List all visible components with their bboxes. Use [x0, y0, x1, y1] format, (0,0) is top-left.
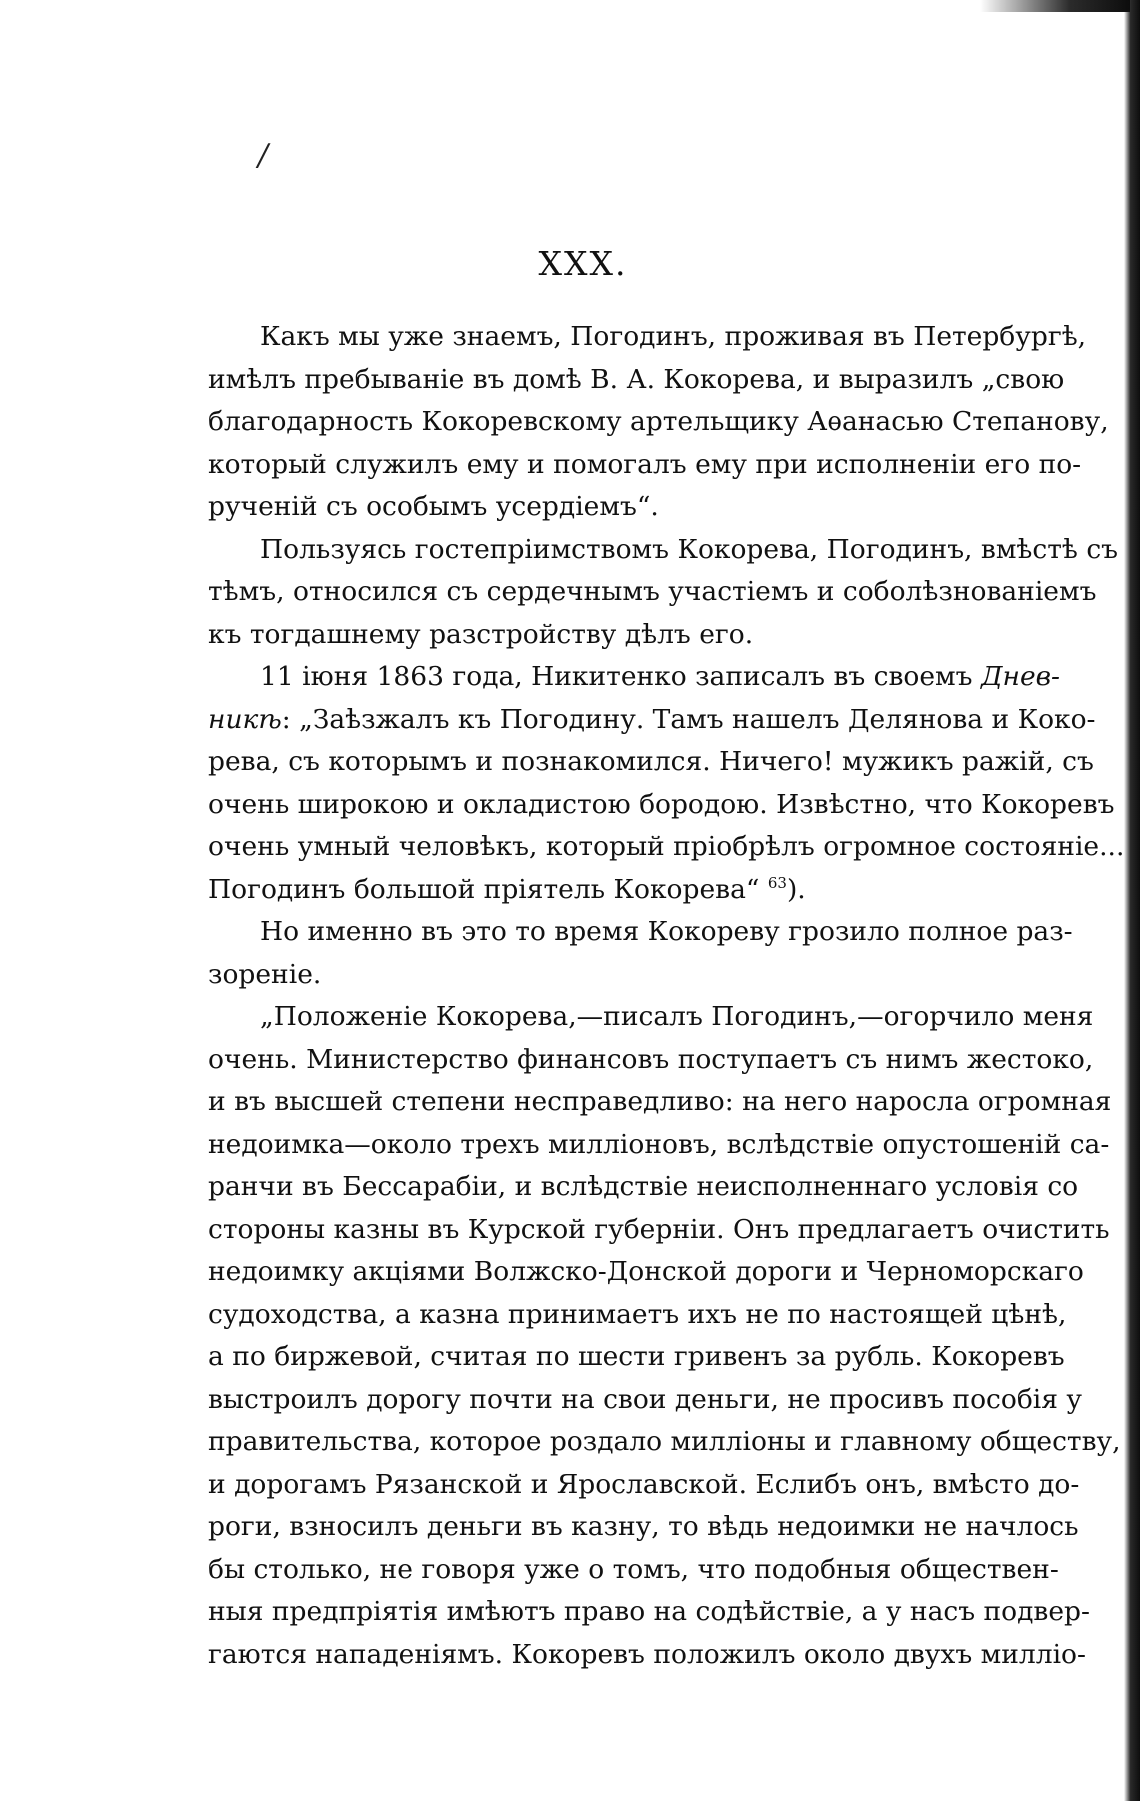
- text-line: рева, съ которымъ и познакомился. Ничего! мужикъ ражій, съ: [208, 746, 1094, 777]
- italic-title-run: никѣ: [208, 703, 282, 735]
- text-line: бы столько, не говоря уже о томъ, что подобныя обществен-: [208, 1553, 1059, 1585]
- text-line: и дорогамъ Рязанской и Ярославской. Еслибъ онъ, вмѣсто до-: [208, 1468, 1080, 1500]
- text-line: роги, взносилъ деньги въ казну, то вѣдь недоимки не начлось: [208, 1511, 1079, 1542]
- text-line: [208, 656, 1061, 699]
- text-line: „Положеніе Кокорева,—писалъ Погодинъ,—огорчило меня: [260, 1001, 1094, 1032]
- text-line: ныя предпріятія имѣютъ право на содѣйствіе, а у насъ подвер-: [208, 1596, 1090, 1627]
- text-line: благодарность Кокоревскому артельщику Аѳанасью Степанову,: [208, 406, 1109, 437]
- text-line: очень широкою и окладистою бородою. Извѣстно, что Кокоревъ: [208, 788, 1115, 820]
- text-line: [208, 869, 1052, 912]
- text-line: судоходства, а казна принимаетъ ихъ не по настоящей цѣнѣ,: [208, 1298, 1067, 1330]
- text-line: правительства, которое роздало милліоны и главному обществу,: [208, 1426, 1121, 1457]
- text-line: тѣмъ, относился съ сердечнымъ участіемъ и соболѣзнованіемъ: [208, 576, 1097, 607]
- page-corner-shadow: [980, 0, 1130, 12]
- text-line: Пользуясь гостепріимствомъ Кокорева, Погодинъ, вмѣстѣ съ: [260, 533, 1119, 565]
- text-run: ).: [786, 873, 806, 905]
- text-line: гаются нападеніямъ. Кокоревъ положилъ около двухъ милліо-: [208, 1638, 1086, 1670]
- body-text: [208, 316, 1125, 1676]
- text-line: къ тогдашнему разстройству дѣлъ его.: [208, 618, 754, 650]
- text-line: очень. Министерство финансовъ поступаетъ съ нимъ жестоко,: [208, 1043, 1094, 1075]
- text-run: : „Заѣзжалъ къ Погодину. Тамъ нашелъ Делянова и Коко-: [281, 703, 1096, 735]
- italic-title-run: Днев-: [980, 661, 1061, 692]
- text-line: недоимку акціями Волжско-Донской дороги и Черноморскаго: [208, 1256, 1084, 1287]
- text-line: ранчи въ Бессарабіи, и вслѣдствіе неисполненнаго условія со: [208, 1171, 1079, 1202]
- text-line: зореніе.: [208, 958, 322, 990]
- text-line: очень умный человѣкъ, который пріобрѣлъ огромное состояніе...: [208, 831, 1125, 862]
- text-run: 11 іюня 1863 года, Никитенко записалъ въ своемъ: [260, 661, 973, 692]
- text-line: и въ высшей степени несправедливо: на него наросла огромная: [208, 1086, 1112, 1117]
- chapter-heading: XXX.: [538, 244, 628, 283]
- text-line: Какъ мы уже знаемъ, Погодинъ, проживая въ Петербургѣ,: [260, 321, 1087, 352]
- stray-pen-mark: /: [258, 138, 269, 173]
- text-line: выстроилъ дорогу почти на свои деньги, не просивъ пособія у: [208, 1383, 1082, 1415]
- text-line: Но именно въ это то время Кокореву грозило полное раз-: [260, 916, 1073, 947]
- text-line: [208, 699, 1096, 742]
- text-line: а по биржевой, считая по шести гривенъ за рубль. Кокоревъ: [208, 1341, 1065, 1372]
- text-line: рученій съ особымъ усердіемъ“.: [208, 491, 659, 522]
- text-line: имѣлъ пребываніе въ домѣ В. А. Кокорева, и выразилъ „свою: [208, 363, 1065, 395]
- footnote-reference[interactable]: 63: [767, 873, 787, 892]
- text-run: Погодинъ большой пріятель Кокорева“: [208, 873, 760, 905]
- text-line: недоимка—около трехъ милліоновъ, вслѣдствіе опустошеній са-: [208, 1128, 1110, 1160]
- text-line: который служилъ ему и помогалъ ему при исполненіи его по-: [208, 448, 1082, 480]
- text-line: стороны казны въ Курской губерніи. Онъ предлагаетъ очистить: [208, 1213, 1110, 1245]
